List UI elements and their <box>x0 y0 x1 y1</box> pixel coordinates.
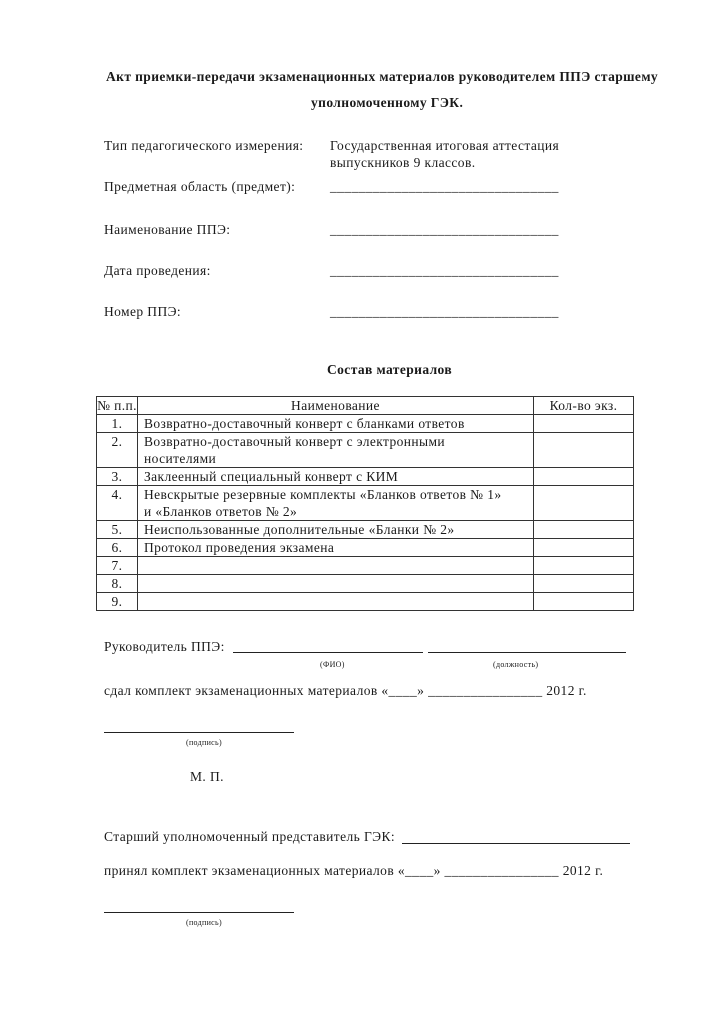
fio-signature-line <box>233 652 423 653</box>
row-number: 2. <box>97 433 138 468</box>
col-header-name: Наименование <box>138 397 534 415</box>
row-qty <box>534 468 634 486</box>
position-signature-line <box>428 652 626 653</box>
table-row <box>97 486 634 521</box>
field-label-subject: Предметная область (предмет): <box>104 179 296 194</box>
field-label-ppe-name: Наименование ППЭ: <box>104 222 231 237</box>
row-name-line: и «Бланков ответов № 2» <box>144 504 298 519</box>
col-header-qty: Кол-во экз. <box>534 397 634 415</box>
table-header-row <box>97 397 634 415</box>
row-number: 4. <box>97 486 138 521</box>
row-number: 9. <box>97 593 138 611</box>
row-name <box>138 486 534 521</box>
field-value-ppe-name: ________________________________ <box>330 222 559 237</box>
row-qty <box>534 575 634 593</box>
field-value-test-type-2: выпускников 9 классов. <box>330 155 476 170</box>
materials-heading: Состав материалов <box>327 362 453 377</box>
table-row <box>97 557 634 575</box>
row-name-line: Протокол проведения экзамена <box>144 540 335 555</box>
row-name <box>138 557 534 575</box>
row-name <box>138 575 534 593</box>
row-name <box>138 593 534 611</box>
row-name <box>138 539 534 557</box>
table-row <box>97 593 634 611</box>
table-row <box>97 539 634 557</box>
field-label-test-type: Тип педагогического измерения: <box>104 138 304 153</box>
row-qty <box>534 486 634 521</box>
signature-line <box>104 732 294 733</box>
table-row <box>97 521 634 539</box>
row-number: 7. <box>97 557 138 575</box>
senior-rep-line <box>402 843 630 844</box>
col-header-number: № п.п. <box>97 398 137 413</box>
fio-caption: (ФИО) <box>320 660 345 669</box>
row-qty <box>534 557 634 575</box>
row-name-line: носителями <box>144 451 217 466</box>
row-number: 3. <box>97 468 138 486</box>
row-name <box>138 468 534 486</box>
field-value-ppe-number: ________________________________ <box>330 304 559 319</box>
materials-table <box>96 396 634 611</box>
receipt-text: принял комплект экзаменационных материалов «____» ________________ 2012 г. <box>104 863 604 878</box>
row-number: 5. <box>97 521 138 539</box>
stamp-place: М. П. <box>190 769 224 784</box>
row-number: 1. <box>97 415 138 433</box>
field-value-date: ________________________________ <box>330 263 559 278</box>
table-row <box>97 468 634 486</box>
table-row <box>97 415 634 433</box>
row-qty <box>534 593 634 611</box>
row-name <box>138 433 534 468</box>
row-qty <box>534 521 634 539</box>
signature-caption: (подпись) <box>186 738 222 747</box>
row-qty <box>534 415 634 433</box>
table-row <box>97 433 634 468</box>
row-name-line: Невскрытые резервные комплекты «Бланков ответов № 1» <box>144 487 502 502</box>
row-name <box>138 415 534 433</box>
row-qty <box>534 539 634 557</box>
position-caption: (должность) <box>493 660 539 669</box>
field-label-ppe-number: Номер ППЭ: <box>104 304 182 319</box>
row-number: 8. <box>97 575 138 593</box>
field-value-test-type-1: Государственная итоговая аттестация <box>330 138 560 153</box>
field-value-subject: ________________________________ <box>330 179 559 194</box>
row-number: 6. <box>97 539 138 557</box>
signature-line <box>104 912 294 913</box>
field-label-date: Дата проведения: <box>104 263 211 278</box>
row-name-line: Возвратно-доставочный конверт с бланками ответов <box>144 416 465 431</box>
row-name-line: Возвратно-доставочный конверт с электронными <box>144 434 446 449</box>
table-row <box>97 575 634 593</box>
handover-text: сдал комплект экзаменационных материалов «____» ________________ 2012 г. <box>104 683 587 698</box>
document-title-line1: Акт приемки-передачи экзаменационных материалов руководителем ППЭ старшему <box>106 69 659 84</box>
signature-caption: (подпись) <box>186 918 222 927</box>
row-name-line: Заклеенный специальный конверт с КИМ <box>144 469 399 484</box>
senior-rep-label: Старший уполномоченный представитель ГЭК: <box>104 829 396 844</box>
row-name <box>138 521 534 539</box>
head-ppe-label: Руководитель ППЭ: <box>104 639 225 654</box>
row-qty <box>534 433 634 468</box>
document-title-line2: уполномоченному ГЭК. <box>311 95 464 110</box>
row-name-line: Неиспользованные дополнительные «Бланки № 2» <box>144 522 455 537</box>
